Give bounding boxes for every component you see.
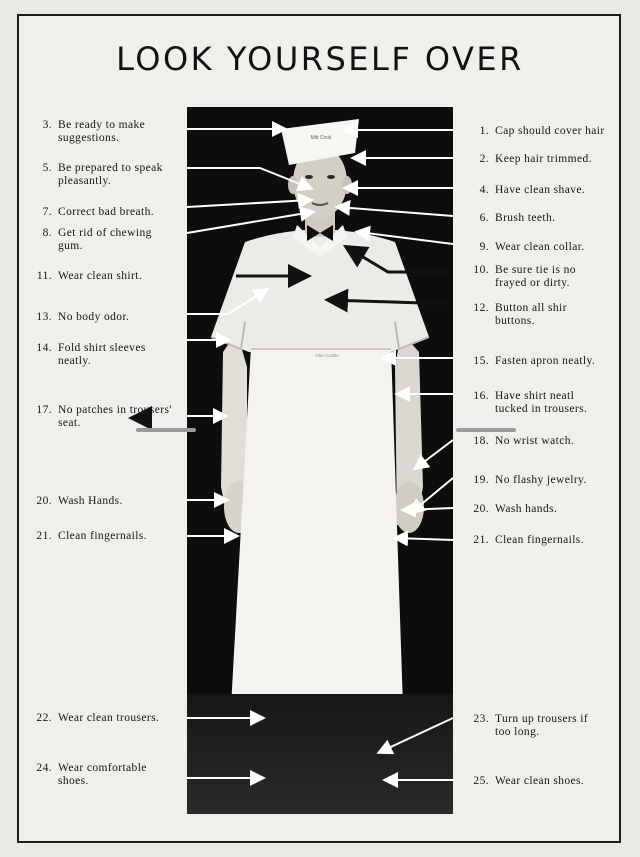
left-item-14: 14. Fold shirt sleeves neatly. [36,342,146,367]
right-item-2: 2. Keep hair trimmed. [479,153,592,165]
right-item-25: 25. Wear clean shoes. [473,775,585,787]
right-item-15: 15. Fasten apron neatly. [473,355,596,367]
right-item-9: 9. Wear clean collar. [479,241,585,253]
left-item-8: 8. Get rid of chewing gum. [42,227,152,252]
page-title: LOOK YOURSELF OVER [116,40,524,78]
left-item-13: 13. No body odor. [36,311,130,323]
right-item-6: 6. Brush teeth. [479,212,556,224]
right-item-16: 16. Have shirt neatl tucked in trousers. [473,390,588,415]
right-item-20: 20. Wash hands. [473,503,558,515]
right-item-12: 12. Button all shir buttons. [473,302,567,327]
right-item-23: 23. Turn up trousers if too long. [473,713,589,738]
left-item-5: 5. Be prepared to speak pleasantly. [42,162,163,187]
left-item-21: 21. Clean fingernails. [36,530,147,542]
left-item-7: 7. Correct bad breath. [42,206,155,218]
left-item-11: 11. Wear clean shirt. [36,270,143,282]
right-item-4: 4. Have clean shave. [479,184,586,196]
right-item-10: 10. Be sure tie is no frayed or dirty. [473,264,576,289]
fold-pin-right [456,428,516,432]
right-item-1: 1. Cap should cover hair [479,125,605,137]
apron-text: Ohio Castle [315,353,339,358]
right-item-21: 21. Clean fingernails. [473,534,584,546]
left-item-24: 24. Wear comfortable shoes. [36,762,147,787]
right-item-18: 18. No wrist watch. [473,435,575,447]
right-item-19: 19. No flashy jewelry. [473,474,587,486]
left-item-3: 3. Be ready to make suggestions. [42,119,146,144]
left-item-17: 17. No patches in trousers' seat. [36,404,172,429]
left-item-20: 20. Wash Hands. [36,495,123,507]
left-item-22: 22. Wear clean trousers. [36,712,160,724]
cap-text: Mitt Cook [310,135,332,141]
